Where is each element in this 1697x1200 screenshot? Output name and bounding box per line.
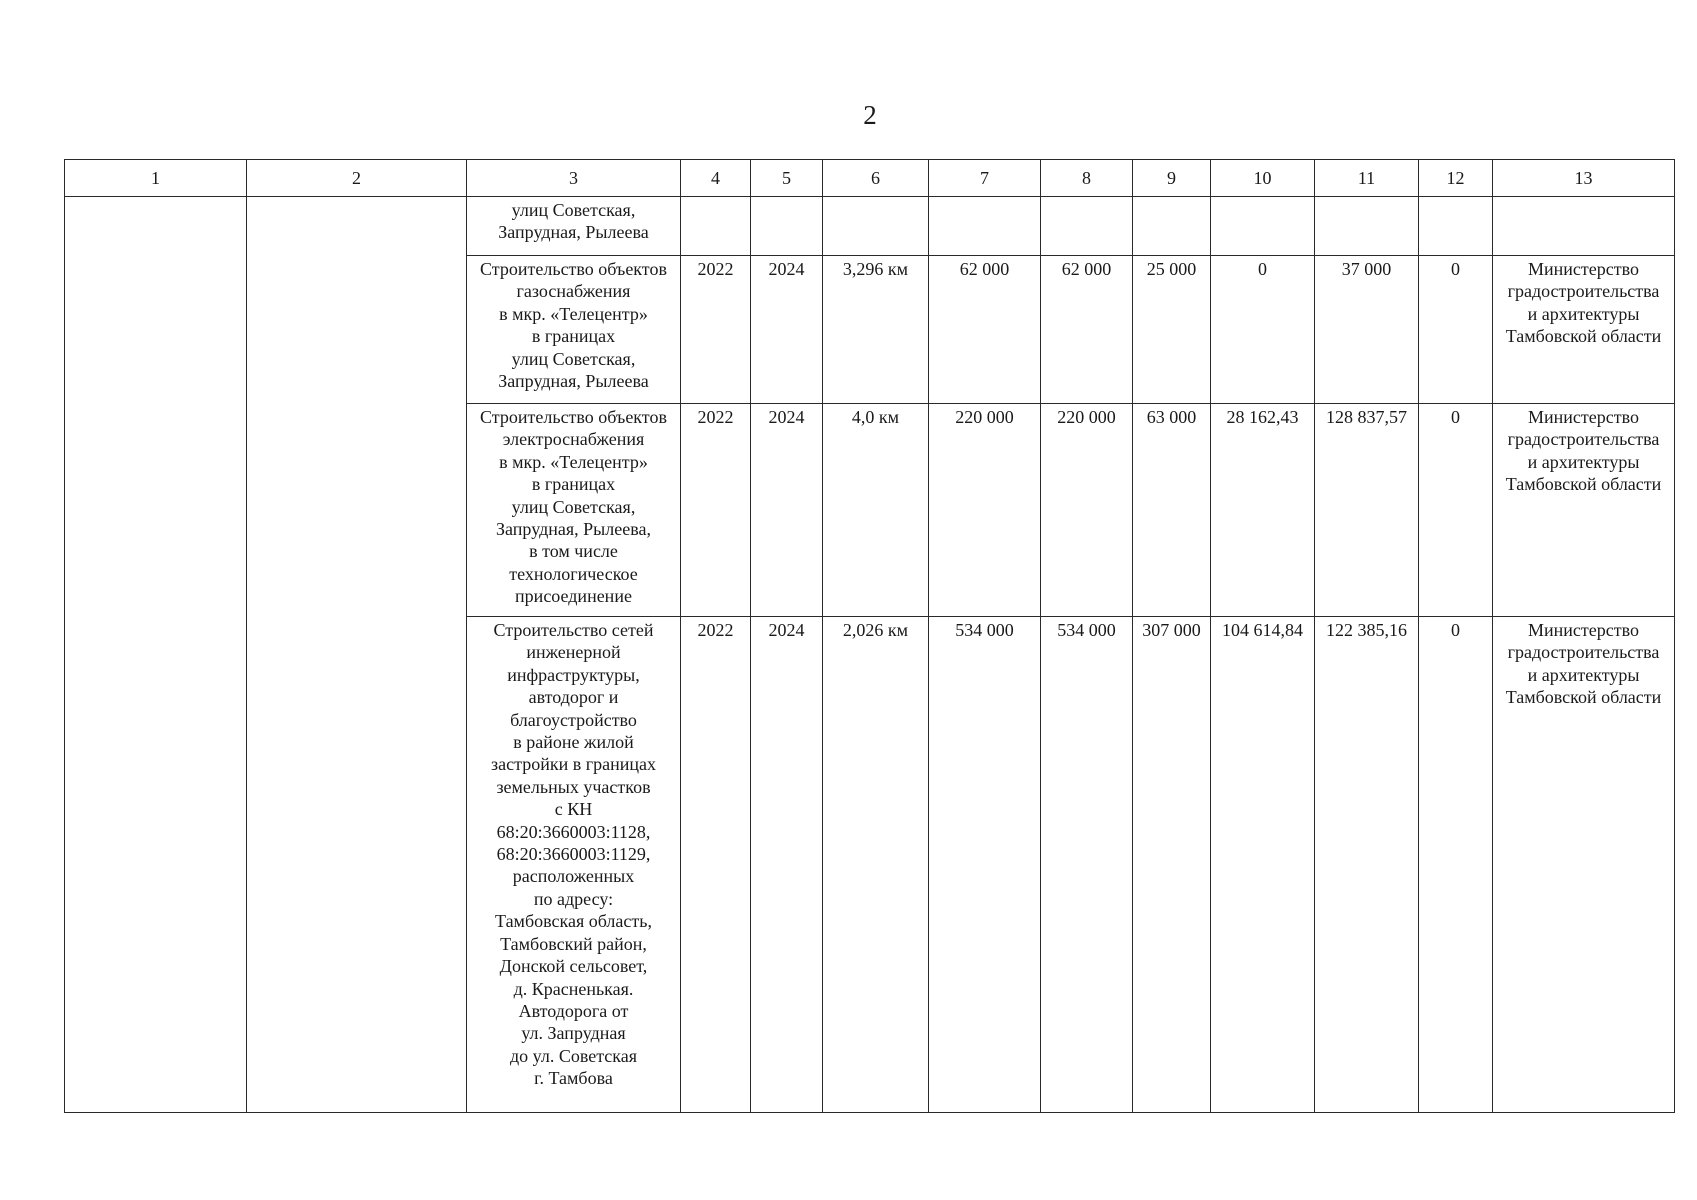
cell-start-year: 2022 <box>681 256 751 404</box>
cell-start-year: 2022 <box>681 404 751 617</box>
cell-col11 <box>1315 197 1419 256</box>
organization-cell: Министерство градостроительства и архитектуры Тамбовской области <box>1493 256 1675 404</box>
column-header: 10 <box>1211 160 1315 197</box>
column-header: 5 <box>751 160 823 197</box>
cell-col8 <box>1041 197 1133 256</box>
cell-start-year <box>681 197 751 256</box>
cell-col12: 0 <box>1419 404 1493 617</box>
organization-cell: Министерство градостроительства и архитектуры Тамбовской области <box>1493 404 1675 617</box>
column-header: 2 <box>247 160 467 197</box>
cell-length: 3,296 км <box>823 256 929 404</box>
column-header: 3 <box>467 160 681 197</box>
column-header: 12 <box>1419 160 1493 197</box>
description-cell: Строительство сетей инженерной инфраструктуры, автодорог и благоустройство в районе жилой застройки в границах земельных участков с КН 68:20:3660003:1128, 68:20:3660003:1129, расположенных по адресу: Тамбовская область, Тамбовский район, Донской сельсовет, д. Красненькая. Автодорога от ул. Запрудная до ул. Советская г. Тамбова <box>467 617 681 1113</box>
column-header: 7 <box>929 160 1041 197</box>
cell-col12 <box>1419 197 1493 256</box>
column-header: 1 <box>65 160 247 197</box>
cell-col8: 220 000 <box>1041 404 1133 617</box>
description-cell: Строительство объектов электроснабжения в мкр. «Телецентр» в границах улиц Советская, Запрудная, Рылеева, в том числе технологическое присоединение <box>467 404 681 617</box>
organization-cell <box>1493 197 1675 256</box>
cell-length <box>823 197 929 256</box>
cell-length: 2,026 км <box>823 617 929 1113</box>
empty-cell-col1 <box>65 197 247 1113</box>
column-header: 9 <box>1133 160 1211 197</box>
column-header: 8 <box>1041 160 1133 197</box>
cell-col11: 37 000 <box>1315 256 1419 404</box>
cell-col12: 0 <box>1419 617 1493 1113</box>
description-cell: Строительство объектов газоснабжения в мкр. «Телецентр» в границах улиц Советская, Запрудная, Рылеева <box>467 256 681 404</box>
cell-length: 4,0 км <box>823 404 929 617</box>
cell-col9: 307 000 <box>1133 617 1211 1113</box>
cell-start-year: 2022 <box>681 617 751 1113</box>
table-row <box>65 197 1675 256</box>
cell-end-year: 2024 <box>751 256 823 404</box>
column-header: 6 <box>823 160 929 197</box>
cell-col8: 534 000 <box>1041 617 1133 1113</box>
cell-col7: 534 000 <box>929 617 1041 1113</box>
organization-cell: Министерство градостроительства и архитектуры Тамбовской области <box>1493 617 1675 1113</box>
cell-col8: 62 000 <box>1041 256 1133 404</box>
column-header: 13 <box>1493 160 1675 197</box>
cell-col11: 128 837,57 <box>1315 404 1419 617</box>
cell-col7: 220 000 <box>929 404 1041 617</box>
cell-col9: 63 000 <box>1133 404 1211 617</box>
description-cell: улиц Советская, Запрудная, Рылеева <box>467 197 681 256</box>
page-number: 2 <box>863 100 877 130</box>
cell-col9: 25 000 <box>1133 256 1211 404</box>
cell-col10: 28 162,43 <box>1211 404 1315 617</box>
cell-col10: 0 <box>1211 256 1315 404</box>
cell-col7: 62 000 <box>929 256 1041 404</box>
cell-col10 <box>1211 197 1315 256</box>
cell-end-year: 2024 <box>751 404 823 617</box>
cell-col11: 122 385,16 <box>1315 617 1419 1113</box>
cell-end-year: 2024 <box>751 617 823 1113</box>
cell-col7 <box>929 197 1041 256</box>
header-row <box>65 160 1675 197</box>
cell-end-year <box>751 197 823 256</box>
column-header: 4 <box>681 160 751 197</box>
cell-col12: 0 <box>1419 256 1493 404</box>
column-header: 11 <box>1315 160 1419 197</box>
cell-col10: 104 614,84 <box>1211 617 1315 1113</box>
cell-col9 <box>1133 197 1211 256</box>
data-table <box>64 159 1675 1113</box>
empty-cell-col2 <box>247 197 467 1113</box>
